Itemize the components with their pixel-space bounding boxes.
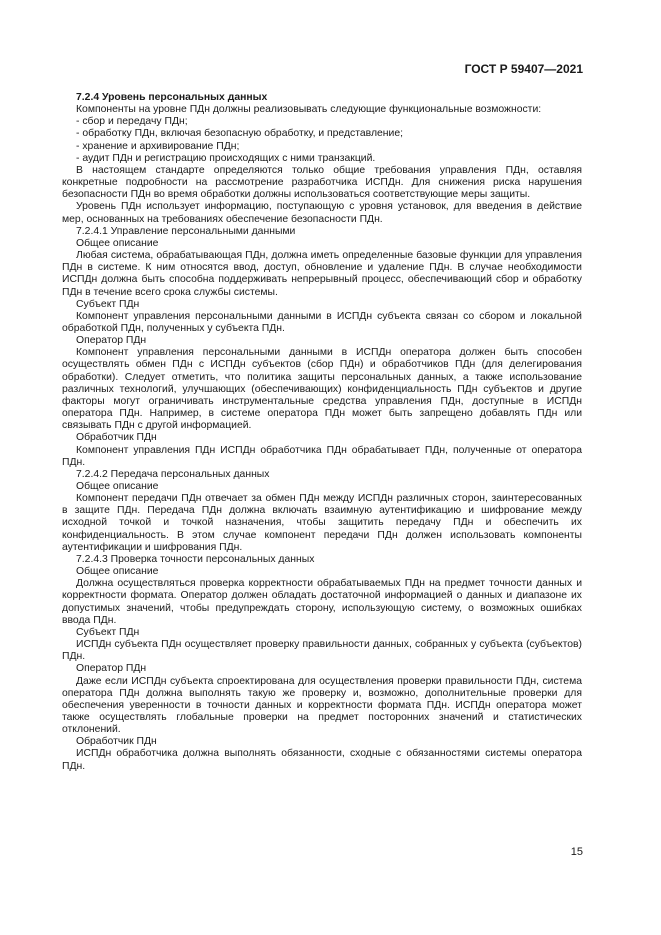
paragraph: 7.2.4.2 Передача персональных данных [76, 468, 270, 480]
paragraph: Общее описание [76, 237, 159, 249]
paragraph: Компонент управления ПДн ИСПДн обработчика ПДн обрабатывает ПДн, полученные от оператора ПДн. [62, 444, 582, 468]
list-item: - аудит ПДн и регистрацию происходящих с ними транзакций. [76, 152, 376, 164]
section-heading: 7.2.4 Уровень персональных данных [76, 92, 268, 103]
paragraph: Даже если ИСПДн субъекта спроектирована для осуществления проверки правильности ПДн, система оператора ПДн должна выполнять такую же проверку и, возможно, дополнительные проверки для обеспечения уверенности в точности данных и корректности формата ПДн. ИСПДн оператора может также осуществлять глобальные проверки на предмет посторонних значений и статистических отклонений. [62, 675, 582, 736]
document-body [62, 92, 582, 773]
paragraph: Субъект ПДн [76, 626, 140, 638]
paragraph: Субъект ПДн [76, 298, 140, 310]
paragraph: Компоненты на уровне ПДн должны реализовывать следующие функциональные возможности: [76, 104, 542, 116]
paragraph: Оператор ПДн [76, 663, 147, 675]
paragraph: ИСПДн субъекта ПДн осуществляет проверку правильности данных, собранных у субъекта (субъектов) ПДн. [62, 639, 582, 663]
paragraph: Любая система, обрабатывающая ПДн, должна иметь определенные базовые функции для управления ПДн в системе. К ним относятся ввод, доступ, обновление и удаление ПДн. В случае необходимости ИСПДн должна быть способна поддерживать непрерывный процесс, обеспечивающий сбор и обработку ПДн в течение всего срока службы системы. [62, 250, 582, 298]
list-item: - хранение и архивирование ПДн; [76, 140, 240, 152]
paragraph: Компонент управления персональными данными в ИСПДн оператора должен быть способен осуществлять обмен ПДн с ИСПДн субъектов (сбор ПДн) и обработчиков ПДн (для делегирования обработки). Следует отметить, что политика защиты персональных данных, а также использование различных технологий, улучшающих (обеспечивающих) конфиденциальность ПДн субъектов и другие факторы могут ограничивать инструментальные средства управления ПДн, доступные в ИСПДн оператора ПДн. Например, в системе оператора ПДн может быть запрещено добавлять ПДн или связывать ПДн с другой информацией. [62, 347, 582, 432]
paragraph: Оператор ПДн [76, 335, 147, 347]
paragraph: Обработчик ПДн [76, 736, 157, 748]
paragraph: Общее описание [76, 481, 159, 492]
list-item: - сбор и передачу ПДн; [76, 116, 188, 128]
list-item: - обработку ПДн, включая безопасную обработку, и представление; [76, 128, 403, 140]
paragraph: 7.2.4.1 Управление персональными данными [76, 225, 296, 237]
paragraph: Должна осуществляться проверка корректности обрабатываемых ПДн на предмет точности данных и корректности формата. Оператор должен обладать достаточной информацией о данных и диапазоне их допустимых значений, чтобы предупреждать сторону, использующую систему, о возможных ошибках ввода ПДн. [62, 578, 582, 626]
page-number: 15 [570, 846, 583, 858]
paragraph: Уровень ПДн использует информацию, поступающую с уровня установок, для введения в действие мер, основанных на требованиях обеспечение безопасности ПДн. [62, 201, 582, 225]
paragraph: ИСПДн обработчика должна выполнять обязанности, сходные с обязанностями системы оператора ПДн. [62, 748, 582, 772]
paragraph: 7.2.4.3 Проверка точности персональных данных [76, 553, 315, 565]
paragraph: В настоящем стандарте определяются только общие требования управления ПДн, оставляя конкретные подробности на рассмотрение разработчика ИСПДн. Для снижения риска нарушения безопасности ПДн во время обработки должны использоваться соответствующие меры защиты. [62, 164, 582, 201]
standard-header: ГОСТ Р 59407—2021 [464, 62, 583, 76]
paragraph: Обработчик ПДн [76, 432, 157, 444]
paragraph: Общее описание [76, 566, 159, 578]
paragraph: Компонент управления персональными данными в ИСПДн субъекта связан со сбором и локальной обработкой ПДн, полученных у субъекта ПДн. [62, 310, 582, 334]
paragraph: Компонент передачи ПДн отвечает за обмен ПДн между ИСПДн различных сторон, заинтересованных в защите ПДн. Передача ПДн должна включать взаимную аутентификацию и шифрование между исходной точкой и точкой назначения, чтобы защитить передачу ПДн и обеспечить их конфиденциальность. В этом случае компонент передачи ПДн должен использовать компоненты аутентификации и шифрования ПДн. [62, 493, 582, 553]
